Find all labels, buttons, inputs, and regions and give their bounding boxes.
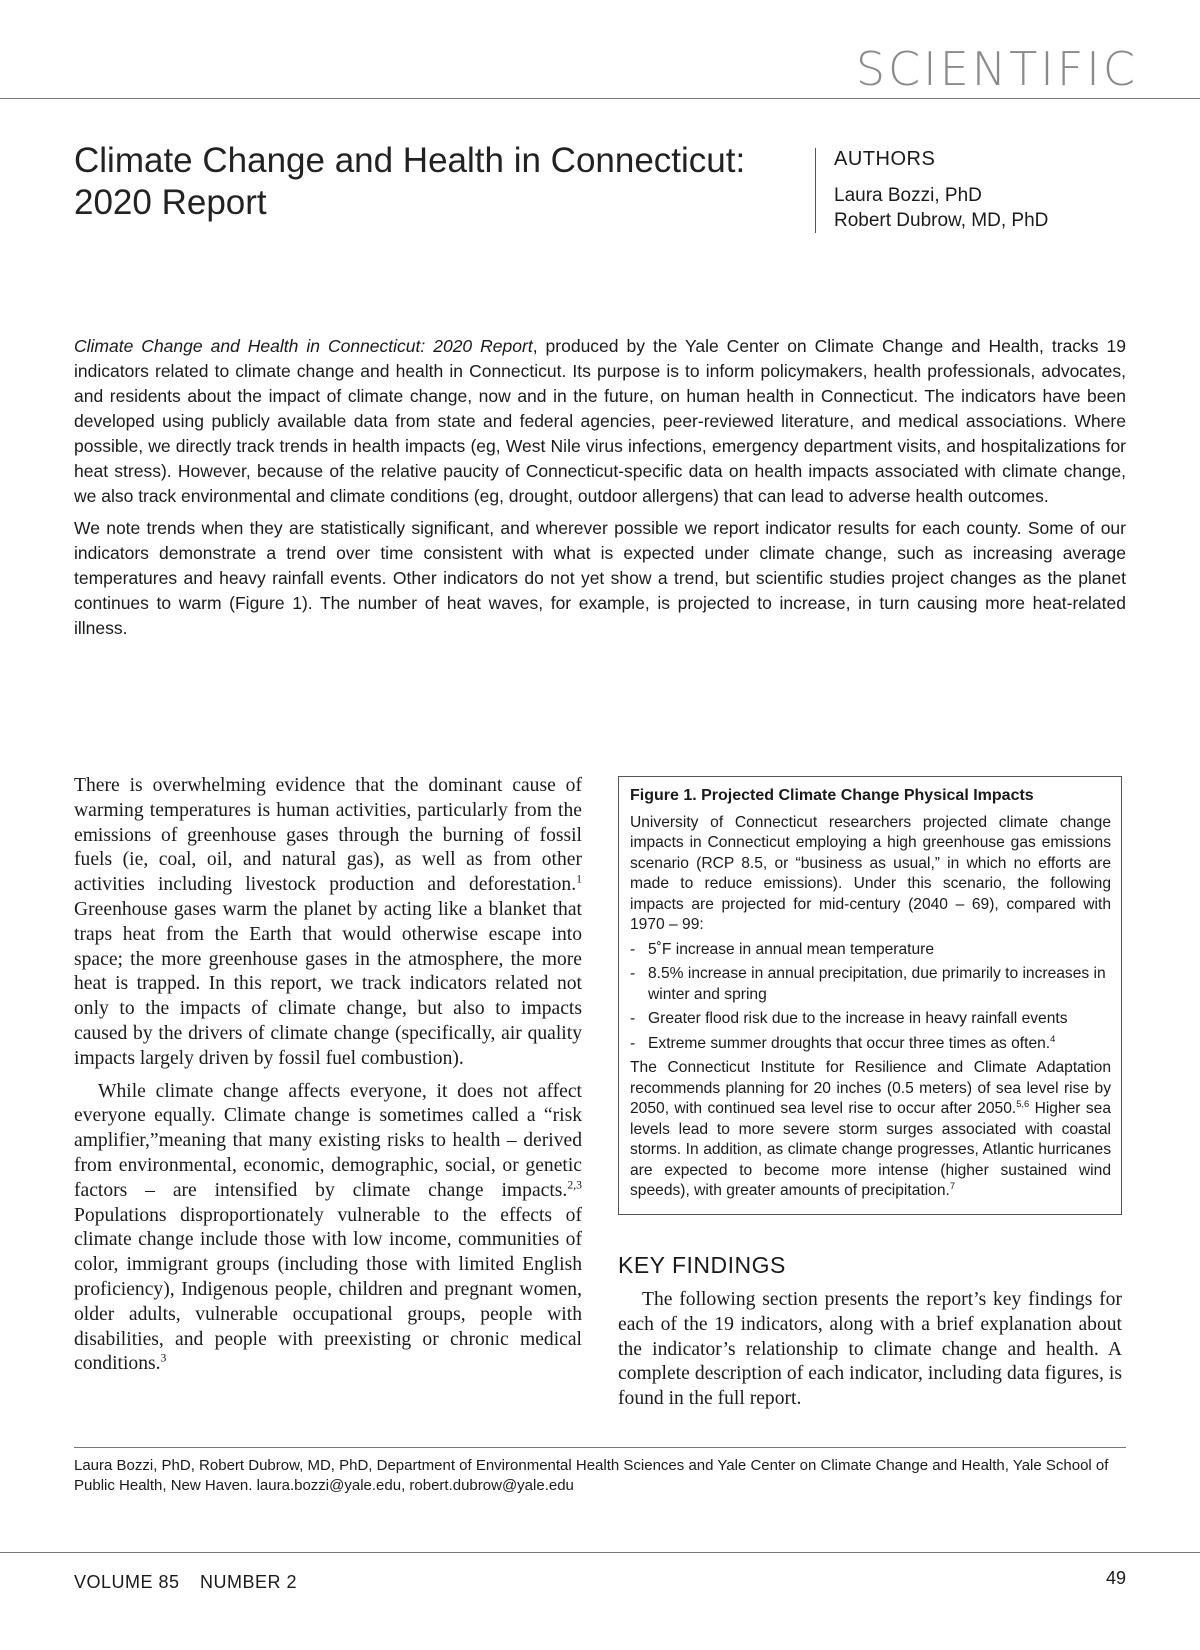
abstract <box>74 334 1126 648</box>
list-item-text: Extreme summer droughts that occur three times as often. <box>648 1034 1051 1052</box>
reference-superscript: 4 <box>1050 1033 1056 1044</box>
title-line-2: 2020 Report <box>74 183 267 222</box>
abstract-paragraph: We note trends when they are statistically significant, and wherever possible we report indicator results for each county. Some of our indicators demonstrate a trend over time consistent with what is expected under climate change, such as increasing average temperatures and heavy rainfall events. Other indicators do not yet show a trend, but scientific studies project changes as the planet continues to warm (Figure 1). The number of heat waves, for example, is projected to increase, in turn causing more heat-related illness. <box>74 518 1126 638</box>
list-item <box>630 940 1111 961</box>
body-paragraph <box>74 1080 582 1378</box>
footer-issue-number: NUMBER 2 <box>200 1572 298 1592</box>
footer-rule <box>0 1552 1200 1553</box>
list-item <box>630 1009 1111 1030</box>
key-findings-heading: KEY FINDINGS <box>618 1252 786 1278</box>
dash-bullet: - <box>630 1010 636 1027</box>
reference-superscript: 3 <box>160 1351 167 1365</box>
article-title <box>74 140 774 224</box>
list-item-text: 5˚F increase in annual mean temperature <box>648 940 935 958</box>
body-paragraph <box>74 774 582 1072</box>
list-item <box>630 1034 1111 1055</box>
header-rule <box>0 98 1200 99</box>
body-text: Populations disproportionately vulnerable to the effects of climate change include those with low income, communities of color, immigrant groups (including those with limited English proficiency), Indigenous people, children and pregnant women, older adults, vulnerable occupational groups, people with disabilities, and people with preexisting or chronic medical conditions. <box>74 1204 582 1375</box>
reference-superscript: 1 <box>576 872 582 886</box>
affiliation-rule <box>74 1447 1126 1448</box>
reference-superscript: 7 <box>949 1180 956 1191</box>
list-item-text: 8.5% increase in annual precipitation, due primarily to increases in winter and spring <box>648 965 1106 1003</box>
impact-list <box>630 940 1111 1055</box>
report-title-italic: Climate Change and Health in Connecticut: 2020 Report <box>74 336 533 356</box>
list-item <box>630 964 1111 1005</box>
figure-intro: University of Connecticut researchers projected climate change impacts in Connecticut employing a high greenhouse gas emissions scenario (RCP 8.5, or “business as usual,” in which no efforts are made to reduce emissions). Under this scenario, the following impacts are projected for mid-century (2040 – 69), compared with 1970 – 99: <box>630 813 1111 933</box>
body-column-left <box>74 774 582 1385</box>
key-findings-text: The following section presents the report’s key findings for each of the 19 indicators, along with a brief explanation about the indicator’s relationship to climate change and health. A complete description of each indicator, including data figures, is found in the full report. <box>618 1289 1122 1410</box>
reference-superscript: 2,3 <box>567 1178 582 1192</box>
body-text: While climate change affects everyone, it does not affect everyone equally. Climate change is sometimes called a “risk amplifier,”meaning that many existing risks to health – derived from environmental, economic, demographic, social, or genetic factors – are intensified by climate change impacts. <box>74 1080 582 1201</box>
author-name: Laura Bozzi, PhD <box>834 185 982 206</box>
body-text: Greenhouse gases warm the planet by acting like a blanket that traps heat from the Earth that would otherwise escape into space; the more greenhouse gases in the atmosphere, the more heat is trapped. In this report, we track indicators related not only to the impacts of climate change, but also to impacts caused by the drivers of climate change (specifically, air quality impacts largely driven by fossil fuel combustion). <box>74 898 582 1069</box>
author-name: Robert Dubrow, MD, PhD <box>834 210 1049 231</box>
reference-superscript: 5,6 <box>1016 1098 1030 1109</box>
title-line-1: Climate Change and Health in Connecticut: <box>74 141 746 180</box>
authors-heading: AUTHORS <box>834 148 936 170</box>
section-label: SCIENTIFIC <box>855 42 1138 96</box>
page-number: 49 <box>1105 1568 1126 1588</box>
figure-text: Higher sea levels lead to more severe storm surges associated with coastal storms. In addition, as climate change progresses, Atlantic hurricanes are expected to become more intense (higher sustained wind speeds), with greater amounts of precipitation. <box>630 1100 1111 1199</box>
dash-bullet: - <box>630 965 636 982</box>
dash-bullet: - <box>630 940 636 958</box>
author-affiliation: Laura Bozzi, PhD, Robert Dubrow, MD, PhD, Department of Environmental Health Sciences and Yale Center on Climate Change and Health, Yale School of Public Health, New Haven. laura.bozzi@yale.edu, robert.dubrow@yale.edu <box>74 1457 1109 1494</box>
figure-outro <box>630 1058 1111 1202</box>
abstract-paragraph <box>74 334 1126 509</box>
figure-title: Figure 1. Projected Climate Change Physical Impacts <box>630 787 1034 804</box>
figure-text: The Connecticut Institute for Resilience and Climate Adaptation recommends planning for 20 inches (0.5 meters) of sea level rise by 2050, with continued sea level rise to occur after 2050. <box>630 1059 1111 1117</box>
authors-box <box>815 148 1048 233</box>
footer-volume: VOLUME 85 <box>74 1572 180 1592</box>
abstract-text: , produced by the Yale Center on Climate Change and Health, tracks 19 indicators related to climate change and health in Connecticut. Its purpose is to inform policymakers, health professionals, advocates, and residents about the impact of climate change, now and in the future, on human health in Connecticut. The indicators have been developed using publicly available data from state and federal agencies, peer-reviewed literature, and medical associations. Where possible, we directly track trends in health impacts (eg, West Nile virus infections, emergency department visits, and hospitalizations for heat stress). However, because of the relative paucity of Connecticut-specific data on health impacts associated with climate change, we also track environmental and climate conditions (eg, drought, outdoor allergens) that can lead to adverse health outcomes. <box>74 336 1127 506</box>
list-item-text: Greater flood risk due to the increase in heavy rainfall events <box>648 1010 1068 1027</box>
body-text: There is overwhelming evidence that the dominant cause of warming temperatures is human activities, particularly from the emissions of greenhouse gases through the burning of fossil fuels (ie, coal, oil, and natural gas), as well as from other activities including livestock production and deforestation. <box>74 775 582 896</box>
figure-1-box <box>618 776 1122 1215</box>
dash-bullet: - <box>630 1034 636 1052</box>
